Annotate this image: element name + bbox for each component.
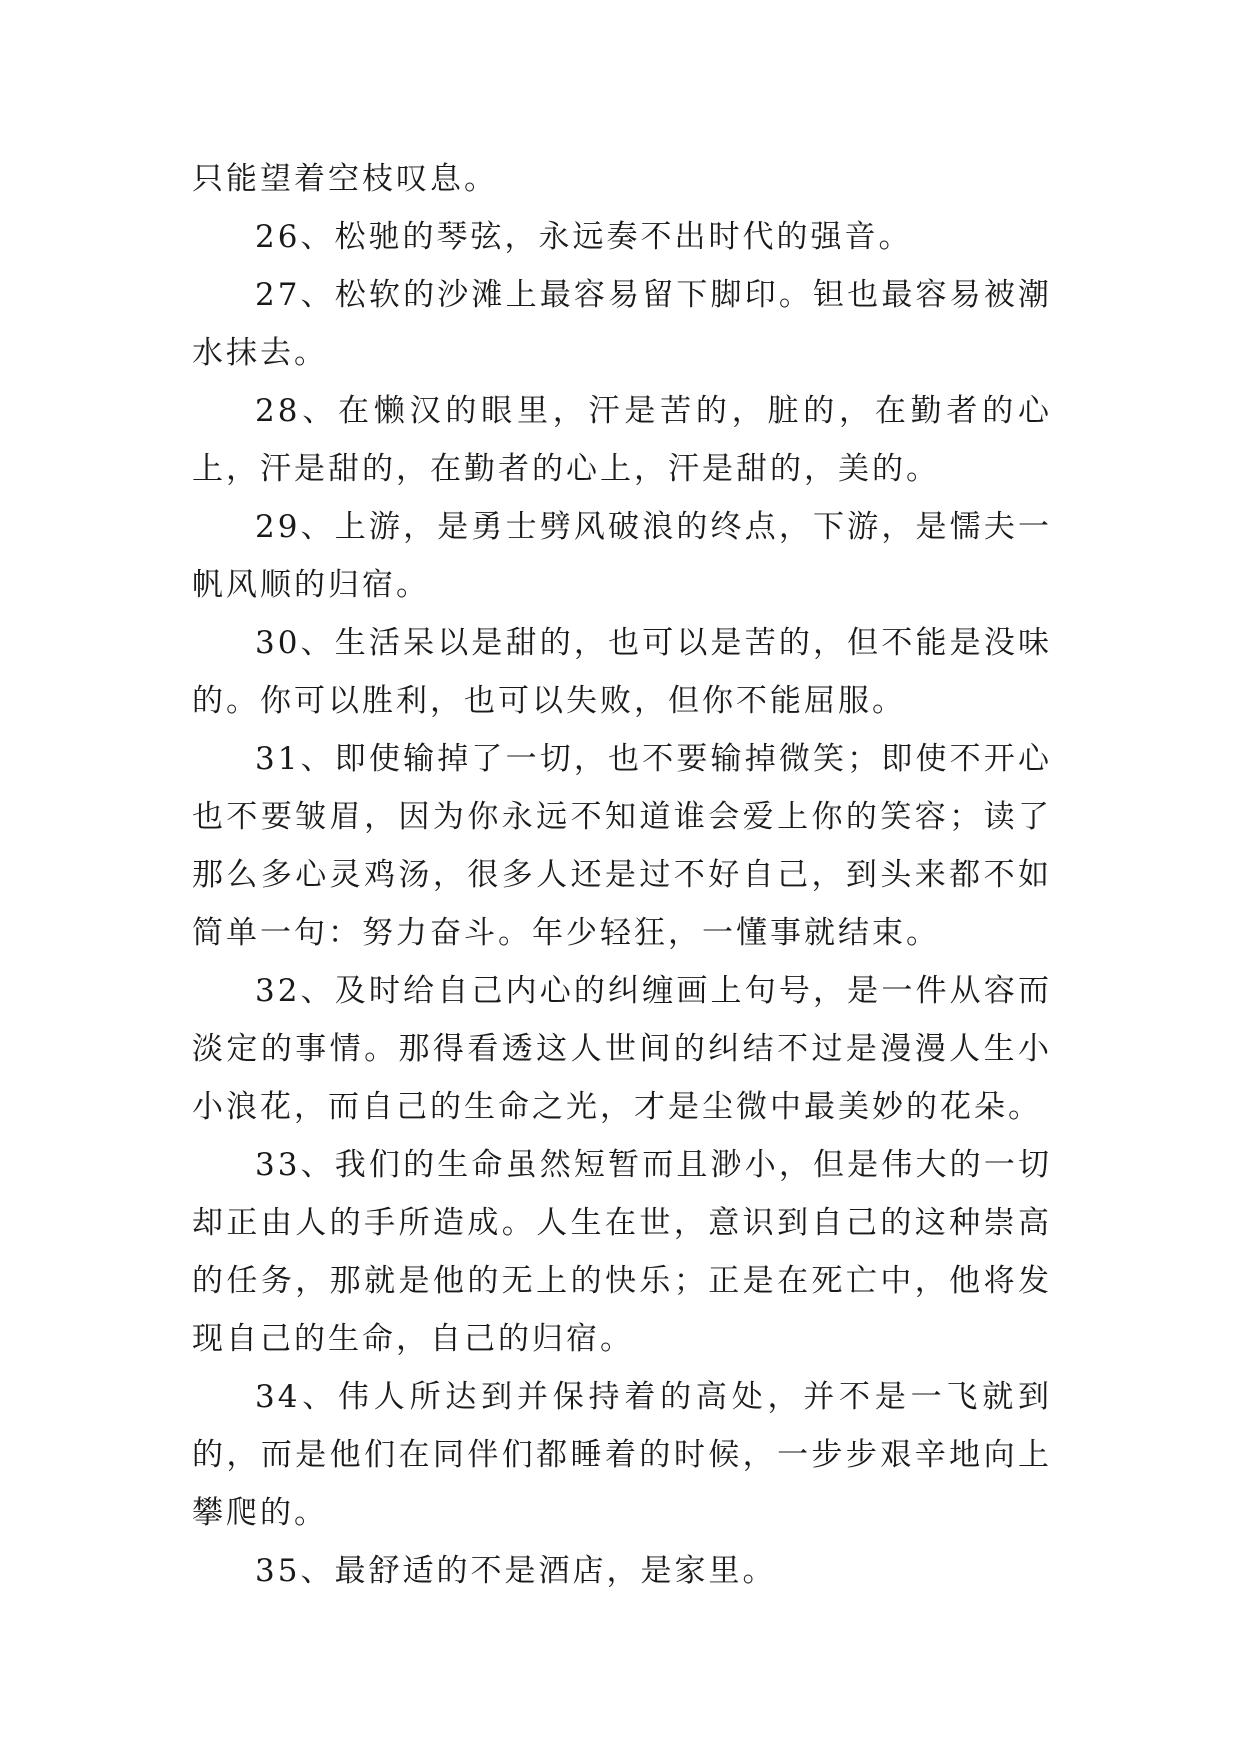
- paragraph-30: 30、生活呆以是甜的，也可以是苦的，但不能是没味的。你可以胜利，也可以失败，但你不能屈服。: [192, 625, 1052, 719]
- paragraph-27: 27、松软的沙滩上最容易留下脚印。钽也最容易被潮水抹去。: [192, 277, 1052, 371]
- paragraph-35: 35、最舒适的不是酒店，是家里。: [255, 1553, 777, 1589]
- document-body: [192, 150, 1052, 1600]
- paragraph-32: 32、及时给自己内心的纠缠画上句号，是一件从容而淡定的事情。那得看透这人世间的纠结不过是漫漫人生小小浪花，而自己的生命之光，才是尘微中最美妙的花朵。: [192, 973, 1052, 1125]
- paragraph-29: 29、上游，是勇士劈风破浪的终点，下游，是懦夫一帆风顺的归宿。: [192, 509, 1052, 603]
- paragraph-33: 33、我们的生命虽然短暂而且渺小，但是伟大的一切却正由人的手所造成。人生在世，意识到自己的这种崇高的任务，那就是他的无上的快乐；正是在死亡中，他将发现自己的生命，自己的归宿。: [192, 1147, 1052, 1357]
- paragraph-34: 34、伟人所达到并保持着的高处，并不是一飞就到的，而是他们在同伴们都睡着的时候，一步步艰辛地向上攀爬的。: [192, 1379, 1052, 1531]
- paragraph-28: 28、在懒汉的眼里，汗是苦的，脏的，在勤者的心上，汗是甜的，在勤者的心上，汗是甜的，美的。: [192, 393, 1052, 487]
- paragraph-continuation: 只能望着空枝叹息。: [192, 161, 498, 197]
- paragraph-31: 31、即使输掉了一切，也不要输掉微笑；即使不开心也不要皱眉，因为你永远不知道谁会爱上你的笑容；读了那么多心灵鸡汤，很多人还是过不好自己，到头来都不如简单一句：努力奋斗。年少轻狂，一懂事就结束。: [192, 741, 1052, 951]
- paragraph-26: 26、松驰的琴弦，永远奏不出时代的强音。: [255, 219, 913, 255]
